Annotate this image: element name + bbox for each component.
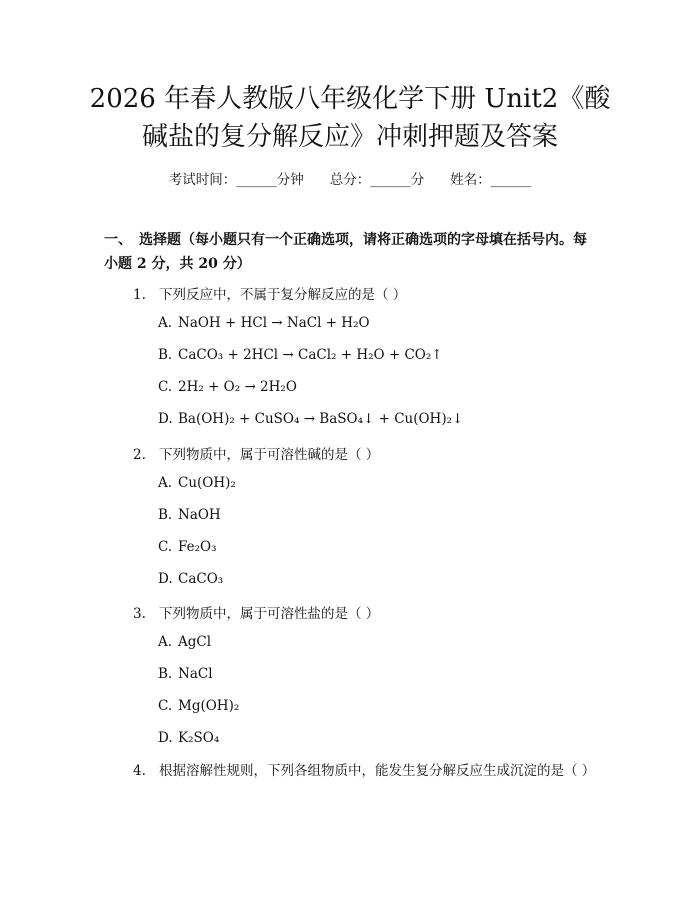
question-text: 下列反应中，不属于复分解反应的是（ ） [159, 287, 407, 303]
question-2 [133, 443, 379, 463]
option-2d: D. CaCO₃ [158, 571, 224, 587]
option-2a: A. Cu(OH)₂ [158, 475, 236, 491]
exam-time: 考试时间：______分钟 [168, 172, 304, 188]
option-3a: A. AgCl [158, 634, 212, 650]
question-number: 4. [133, 763, 146, 779]
title-line-2: 碱盐的复分解反应》冲刺押题及答案 [141, 122, 558, 152]
question-text: 下列物质中，属于可溶性盐的是（ ） [159, 606, 380, 622]
section-heading: 一、 选择题（每小题只有一个正确选项，请将正确选项的字母填在括号内。每小题 2 分，共 20 分） [104, 232, 587, 272]
student-name: 姓名：______ [450, 172, 532, 188]
exam-score: 总分：______分 [329, 172, 425, 188]
question-3 [133, 602, 379, 622]
question-text: 下列物质中，属于可溶性碱的是（ ） [159, 447, 380, 463]
option-1d: D. Ba(OH)₂ + CuSO₄ → BaSO₄↓ + Cu(OH)₂↓ [158, 411, 464, 427]
question-number: 3. [133, 606, 146, 622]
question-text: 根据溶解性规则，下列各组物质中，能发生复分解反应生成沉淀的是（ ） [159, 763, 596, 779]
option-3d: D. K₂SO₄ [158, 730, 220, 746]
question-number: 2. [133, 447, 146, 463]
exam-info [0, 168, 700, 188]
option-3b: B. NaCl [158, 666, 213, 682]
question-4 [104, 760, 604, 782]
option-1c: C. 2H₂ + O₂ → 2H₂O [158, 379, 297, 395]
option-1b: B. CaCO₃ + 2HCl → CaCl₂ + H₂O + CO₂↑ [158, 347, 443, 363]
page-title [60, 80, 640, 156]
option-2c: C. Fe₂O₃ [158, 539, 217, 555]
option-3c: C. Mg(OH)₂ [158, 698, 240, 714]
question-number: 1. [133, 287, 146, 303]
title-line-1: 2026 年春人教版八年级化学下册 Unit2《酸 [89, 84, 611, 114]
question-1 [133, 283, 406, 303]
option-1a: A. NaOH + HCl → NaCl + H₂O [158, 315, 370, 331]
option-2b: B. NaOH [158, 507, 221, 523]
